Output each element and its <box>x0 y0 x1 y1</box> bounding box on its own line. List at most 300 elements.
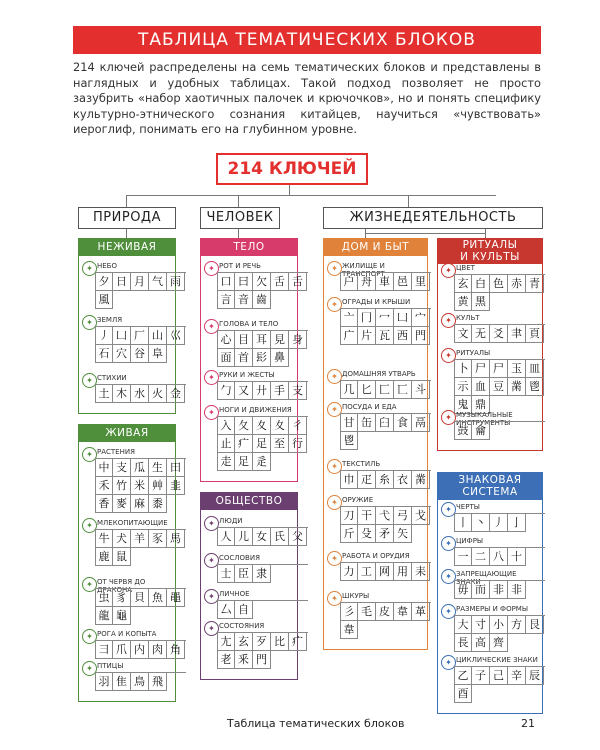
radical-char: 矢 <box>394 525 412 543</box>
radical-char: 疒 <box>289 633 307 651</box>
radical-char: 金 <box>167 385 185 403</box>
radical-char: 行 <box>289 435 307 453</box>
radical-char: 酉 <box>454 685 472 703</box>
radical-char: 凵 <box>394 309 412 327</box>
radical-char: 衣 <box>394 471 412 489</box>
subtopic-label: КУЛЬТ <box>456 314 480 322</box>
theme-icon: ✦ <box>204 370 219 385</box>
radical-char: 車 <box>376 273 394 291</box>
theme-icon: ✦ <box>82 261 97 276</box>
radical-char: 角 <box>167 641 185 659</box>
subtopic-label: РИТУАЛЫ <box>456 349 491 357</box>
radical-char: 身 <box>289 331 307 349</box>
theme-icon: ✦ <box>82 315 97 330</box>
page-title-banner: ТАБЛИЦА ТЕМАТИЧЕСКИХ БЛОКОВ <box>73 26 541 54</box>
radical-char: 歹 <box>253 633 271 651</box>
radical-char: 禾 <box>95 477 113 495</box>
radical-char: 文 <box>454 325 472 343</box>
block-zn-title: ЗНАКОВАЯ СИСТЕМА <box>437 472 543 500</box>
radical-char: 犬 <box>113 530 131 548</box>
radical-char: 穴 <box>113 345 131 363</box>
radical-char: 耒 <box>412 563 430 581</box>
radical-char: 土 <box>95 385 113 403</box>
radical-char: 乙 <box>454 667 472 685</box>
radical-char: 弓 <box>394 507 412 525</box>
radical-grid <box>95 272 186 309</box>
radical-grid <box>340 602 431 639</box>
radical-grid <box>454 421 545 440</box>
radical-char: 水 <box>131 385 149 403</box>
subtopic-label: ОГРАДЫ И КРЫШИ <box>342 298 411 306</box>
radical-char: 羊 <box>131 530 149 548</box>
subtopic-label: ЗАПРЕЩАЮЩИЕ ЗНАКИ <box>456 570 517 586</box>
radical-char: 鳥 <box>131 673 149 691</box>
radical-char: 青 <box>526 275 544 293</box>
radical-char: 食 <box>394 414 412 432</box>
theme-icon: ✦ <box>327 591 342 606</box>
radical-char: 鼠 <box>113 548 131 566</box>
block-obsh-title: ОБЩЕСТВО <box>200 492 298 510</box>
radical-char: 氏 <box>271 528 289 546</box>
radical-char: 鼓 <box>454 422 472 440</box>
subtopic-label: ЗЕМЛЯ <box>97 316 123 324</box>
radical-char: 赤 <box>508 275 526 293</box>
radical-char: 聿 <box>508 325 526 343</box>
radical-grid <box>217 527 308 546</box>
radical-char: 首 <box>235 349 253 367</box>
radical-grid <box>454 324 545 343</box>
radical-char: 殳 <box>358 525 376 543</box>
radical-char: 勹 <box>217 382 235 400</box>
radical-char: 豸 <box>113 589 131 607</box>
radical-char: 八 <box>490 548 508 566</box>
theme-icon: ✦ <box>82 447 97 462</box>
radical-char: 玉 <box>508 360 526 378</box>
subtopic-label: ЖИЛИЩЕ И ТРАНСПОРТ <box>342 262 385 278</box>
radical-char: 子 <box>472 667 490 685</box>
radical-char: 火 <box>149 385 167 403</box>
radical-char: 谷 <box>131 345 149 363</box>
category-activity: ЖИЗНЕДЕЯТЕЛЬНОСТЬ <box>323 207 543 229</box>
theme-icon: ✦ <box>441 263 456 278</box>
radical-char: 羽 <box>95 673 113 691</box>
radical-char: 弋 <box>376 507 394 525</box>
radical-grid <box>217 416 308 471</box>
theme-icon: ✦ <box>204 553 219 568</box>
radical-char: 音 <box>235 291 253 309</box>
radical-char: 走 <box>217 453 235 471</box>
intro-paragraph: 214 ключей распределены на семь тематических блоков и представлены в наглядных и удобных таблицах. Такой подход позволяет не просто зазубрить «набор хаотичных палочек и крючочков», но и понять специфику культурно-этнического сознания китайцев, научиться «чувствовать» иероглиф, понимать его на глубинном уровне. <box>73 60 541 136</box>
radical-char: 黄 <box>454 293 472 311</box>
radical-char: 竹 <box>113 477 131 495</box>
radical-grid <box>95 640 186 659</box>
theme-icon: ✦ <box>327 459 342 474</box>
theme-icon: ✦ <box>82 577 97 592</box>
radical-char: 飛 <box>149 673 167 691</box>
radical-char: 又 <box>235 382 253 400</box>
theme-icon: ✦ <box>441 604 456 619</box>
radical-char: 舟 <box>358 273 376 291</box>
radical-char: 至 <box>271 435 289 453</box>
radical-char: 隹 <box>113 673 131 691</box>
radical-char: 大 <box>454 616 472 634</box>
radical-char: 冖 <box>376 309 394 327</box>
radical-char: 内 <box>131 641 149 659</box>
radical-char: 頁 <box>526 325 544 343</box>
subtopic-label: СОСТОЯНИЯ <box>219 622 265 630</box>
subtopic-label: РОТ И РЕЧЬ <box>219 262 261 270</box>
radical-char: 爪 <box>113 641 131 659</box>
radical-char: 无 <box>472 325 490 343</box>
radical-grid <box>340 506 431 543</box>
radical-char: 广 <box>340 327 358 345</box>
radical-char: 十 <box>508 548 526 566</box>
category-nature: ПРИРОДА <box>78 207 176 229</box>
radical-char: 斗 <box>412 381 430 399</box>
radical-char: 爻 <box>490 325 508 343</box>
radical-char: 黑 <box>472 293 490 311</box>
subtopic-label: РАСТЕНИЯ <box>97 448 135 456</box>
radical-char: 丿 <box>95 327 113 345</box>
radical-char: 隶 <box>253 565 271 583</box>
theme-icon: ✦ <box>204 516 219 531</box>
radical-char: 面 <box>217 349 235 367</box>
theme-icon: ✦ <box>327 495 342 510</box>
radical-char: 邑 <box>394 273 412 291</box>
radical-grid <box>454 274 545 311</box>
radical-char: 牛 <box>95 530 113 548</box>
radical-char: 毋 <box>454 581 472 599</box>
radical-char: 鬯 <box>526 378 544 396</box>
radical-grid <box>217 330 308 367</box>
radical-grid <box>217 381 308 400</box>
radical-char: 止 <box>217 435 235 453</box>
theme-icon: ✦ <box>327 551 342 566</box>
subtopic-label: РАЗМЕРЫ И ФОРМЫ <box>456 605 529 613</box>
radical-grid <box>340 308 431 345</box>
radical-char: 曰 <box>235 273 253 291</box>
radical-char: 玄 <box>235 633 253 651</box>
subtopic-label: ЧЕРТЫ <box>456 503 480 511</box>
radical-char: 瓜 <box>131 459 149 477</box>
radical-grid <box>340 413 431 450</box>
subtopic-label: ЦВЕТ <box>456 264 475 272</box>
radical-char: 父 <box>289 528 307 546</box>
radical-grid <box>340 562 431 581</box>
radical-char: 黹 <box>412 471 430 489</box>
radical-char: 心 <box>217 331 235 349</box>
footer-caption: Таблица тематических блоков <box>227 717 405 730</box>
radical-char: 貝 <box>131 589 149 607</box>
radical-char: 鬯 <box>340 432 358 450</box>
subtopic-label: ОРУЖИЕ <box>342 496 374 504</box>
radical-char: 黹 <box>508 378 526 396</box>
radical-char: 小 <box>490 616 508 634</box>
radical-char: 自 <box>235 601 253 619</box>
radical-char: 辛 <box>508 667 526 685</box>
radical-char: 亠 <box>340 309 358 327</box>
radical-char: 气 <box>149 273 167 291</box>
radical-char: 齊 <box>490 634 508 652</box>
radical-char: 魚 <box>149 589 167 607</box>
radical-char: 彡 <box>340 603 358 621</box>
radical-grid <box>217 600 308 619</box>
block-neziv-title: НЕЖИВАЯ <box>78 238 176 256</box>
radical-char: 户 <box>340 273 358 291</box>
radical-char: 肉 <box>149 641 167 659</box>
radical-char: 一 <box>454 548 472 566</box>
radical-char: 支 <box>113 459 131 477</box>
subtopic-label: ЦИФРЫ <box>456 537 484 545</box>
category-human: ЧЕЛОВЕК <box>200 207 280 229</box>
subtopic-label: МЛЕКОПИТАЮЩИЕ <box>97 519 168 527</box>
theme-icon: ✦ <box>327 402 342 417</box>
subtopic-label: ЛИЧНОЕ <box>219 590 250 598</box>
radical-char: 厂 <box>131 327 149 345</box>
radical-char: 刀 <box>340 507 358 525</box>
subtopic-label: ШКУРЫ <box>342 592 370 600</box>
radical-char: 士 <box>217 565 235 583</box>
radical-char: 人 <box>217 528 235 546</box>
radical-char: 网 <box>376 563 394 581</box>
radical-char: 冂 <box>358 309 376 327</box>
subtopic-label: СТИХИИ <box>97 374 127 382</box>
radical-char: 卜 <box>454 360 472 378</box>
radical-char: 夂 <box>235 417 253 435</box>
radical-char: 黍 <box>149 495 167 513</box>
radical-char: 疋 <box>358 471 376 489</box>
theme-icon: ✦ <box>204 319 219 334</box>
radical-grid <box>454 547 545 566</box>
radical-char: 艮 <box>526 616 544 634</box>
radical-char: 手 <box>271 382 289 400</box>
radical-char: 夊 <box>271 417 289 435</box>
radical-char: 瓦 <box>376 327 394 345</box>
radical-grid <box>217 272 308 309</box>
radical-char: 門 <box>253 651 271 669</box>
theme-icon: ✦ <box>82 661 97 676</box>
radical-char: 耳 <box>253 331 271 349</box>
radical-char: 生 <box>149 459 167 477</box>
radical-char: 皮 <box>376 603 394 621</box>
radical-char: 臼 <box>376 414 394 432</box>
radical-char: 丿 <box>490 514 508 532</box>
radical-char: 糸 <box>376 471 394 489</box>
radical-char: 中 <box>95 459 113 477</box>
radical-char: 比 <box>271 633 289 651</box>
radical-char: 雨 <box>167 273 185 291</box>
radical-char: 韭 <box>167 477 185 495</box>
radical-char: 几 <box>340 381 358 399</box>
theme-icon: ✦ <box>441 569 456 584</box>
radical-char: 鼻 <box>271 349 289 367</box>
radical-char: 彐 <box>95 641 113 659</box>
radical-char: 尸 <box>490 360 508 378</box>
radical-grid <box>95 458 186 513</box>
radical-char: 舌 <box>289 273 307 291</box>
subtopic-label: ГОЛОВА И ТЕЛО <box>219 320 279 328</box>
theme-icon: ✦ <box>327 261 342 276</box>
radical-char: 白 <box>472 275 490 293</box>
radical-char: 里 <box>412 273 430 291</box>
theme-icon: ✦ <box>327 297 342 312</box>
theme-icon: ✦ <box>204 621 219 636</box>
radical-char: 玄 <box>454 275 472 293</box>
radical-char: 韋 <box>340 621 358 639</box>
radical-char: 亅 <box>508 514 526 532</box>
theme-icon: ✦ <box>204 405 219 420</box>
radical-grid <box>454 666 545 703</box>
radical-char: 韋 <box>394 603 412 621</box>
radical-char: 口 <box>217 273 235 291</box>
radical-char: 干 <box>358 507 376 525</box>
radical-char: 田 <box>167 459 185 477</box>
radical-grid <box>217 564 308 583</box>
radical-char: 足 <box>235 453 253 471</box>
radical-grid <box>95 529 186 566</box>
subtopic-label: МУЗЫКАЛЬНЫЕ ИНСТРУМЕНТЫ <box>456 411 513 427</box>
block-ziv-title: ЖИВАЯ <box>78 424 176 442</box>
radical-grid <box>454 359 545 414</box>
radical-char: 龍 <box>95 607 113 625</box>
radical-char: 色 <box>490 275 508 293</box>
subtopic-label: НЕБО <box>97 262 117 270</box>
radical-char: 皿 <box>526 360 544 378</box>
radical-char: 龠 <box>472 422 490 440</box>
subtopic-label: РУКИ И ЖЕСТЫ <box>219 371 275 379</box>
radical-char: 凵 <box>113 327 131 345</box>
radical-char: 見 <box>271 331 289 349</box>
radical-char: 釆 <box>235 651 253 669</box>
radical-char: 米 <box>131 477 149 495</box>
radical-char: 髟 <box>253 349 271 367</box>
radical-char: 欠 <box>253 273 271 291</box>
radical-char: 艸 <box>149 477 167 495</box>
theme-icon: ✦ <box>204 261 219 276</box>
radical-char: 香 <box>95 495 113 513</box>
radical-char: 日 <box>113 273 131 291</box>
radical-char: 力 <box>340 563 358 581</box>
subtopic-label: РОГА И КОПЫТА <box>97 630 157 638</box>
radical-grid <box>340 272 431 291</box>
radical-char: 丨 <box>454 514 472 532</box>
radical-char: 風 <box>95 291 113 309</box>
subtopic-label: РАБОТА И ОРУДИЯ <box>342 552 410 560</box>
subtopic-label: ЛЮДИ <box>219 517 243 525</box>
block-rit-title: РИТУАЛЫ И КУЛЬТЫ <box>437 238 543 264</box>
radical-grid <box>454 513 545 532</box>
radical-char: 麥 <box>113 495 131 513</box>
radical-char: 儿 <box>235 528 253 546</box>
block-dom-title: ДОМ И БЫТ <box>323 238 428 256</box>
radical-char: 鬲 <box>412 414 430 432</box>
root-node: 214 КЛЮЧЕЙ <box>216 153 368 185</box>
radical-grid <box>95 588 186 625</box>
theme-icon: ✦ <box>327 369 342 384</box>
radical-char: 尢 <box>217 633 235 651</box>
subtopic-label: ТЕКСТИЛЬ <box>342 460 381 468</box>
radical-char: 工 <box>358 563 376 581</box>
radical-char: 女 <box>253 528 271 546</box>
radical-char: 匚 <box>376 381 394 399</box>
radical-char: 毛 <box>358 603 376 621</box>
radical-char: 血 <box>472 378 490 396</box>
theme-icon: ✦ <box>82 518 97 533</box>
radical-grid <box>95 384 186 403</box>
radical-grid <box>217 632 308 669</box>
radical-char: 而 <box>472 581 490 599</box>
radical-char: 戈 <box>412 507 430 525</box>
theme-icon: ✦ <box>441 536 456 551</box>
radical-char: 匕 <box>358 381 376 399</box>
theme-icon: ✦ <box>441 313 456 328</box>
radical-char: 豕 <box>149 530 167 548</box>
radical-char: 己 <box>490 667 508 685</box>
radical-char: 阜 <box>149 345 167 363</box>
radical-grid <box>454 615 545 652</box>
radical-char: 二 <box>472 548 490 566</box>
radical-char: 石 <box>95 345 113 363</box>
radical-char: 片 <box>358 327 376 345</box>
radical-grid <box>340 380 431 399</box>
radical-char: 巾 <box>340 471 358 489</box>
radical-char: 辰 <box>526 667 544 685</box>
page-number: 21 <box>521 717 535 730</box>
radical-char: 尸 <box>472 360 490 378</box>
radical-char: 夕 <box>95 273 113 291</box>
radical-char: 西 <box>394 327 412 345</box>
radical-char: 入 <box>217 417 235 435</box>
radical-grid <box>95 672 186 691</box>
theme-icon: ✦ <box>82 629 97 644</box>
radical-char: 言 <box>217 291 235 309</box>
radical-char: 馬 <box>167 530 185 548</box>
radical-char: 厶 <box>217 601 235 619</box>
radical-grid <box>454 580 545 599</box>
radical-grid <box>95 326 186 363</box>
subtopic-label: ДОМАШНЯЯ УТВАРЬ <box>342 370 416 378</box>
radical-char: 豆 <box>490 378 508 396</box>
block-telo-title: ТЕЛО <box>200 238 298 256</box>
radical-char: 非 <box>490 581 508 599</box>
radical-char: 月 <box>131 273 149 291</box>
radical-char: 龜 <box>113 607 131 625</box>
subtopic-label: ЦИКЛИЧЕСКИЕ ЗНАКИ <box>456 656 538 664</box>
radical-char: 斤 <box>340 525 358 543</box>
radical-char: 革 <box>412 603 430 621</box>
radical-char: 矛 <box>376 525 394 543</box>
radical-char: 鬼 <box>454 396 472 414</box>
radical-char: 彳 <box>289 417 307 435</box>
radical-char: 用 <box>394 563 412 581</box>
radical-char: 山 <box>149 327 167 345</box>
subtopic-label: ПОСУДА И ЕДА <box>342 403 397 411</box>
radical-char: 木 <box>113 385 131 403</box>
subtopic-label: ПТИЦЫ <box>97 662 124 670</box>
radical-char: 目 <box>235 331 253 349</box>
theme-icon: ✦ <box>82 373 97 388</box>
radical-grid <box>340 470 431 489</box>
subtopic-label: ОТ ЧЕРВЯ ДО ДРАКОНА <box>97 578 146 594</box>
radical-char: 疒 <box>235 435 253 453</box>
radical-char: 鼎 <box>472 396 490 414</box>
radical-char: 宀 <box>412 309 430 327</box>
radical-char: 匸 <box>394 381 412 399</box>
radical-char: 寸 <box>472 616 490 634</box>
theme-icon: ✦ <box>441 655 456 670</box>
theme-icon: ✦ <box>204 589 219 604</box>
theme-icon: ✦ <box>441 410 456 425</box>
